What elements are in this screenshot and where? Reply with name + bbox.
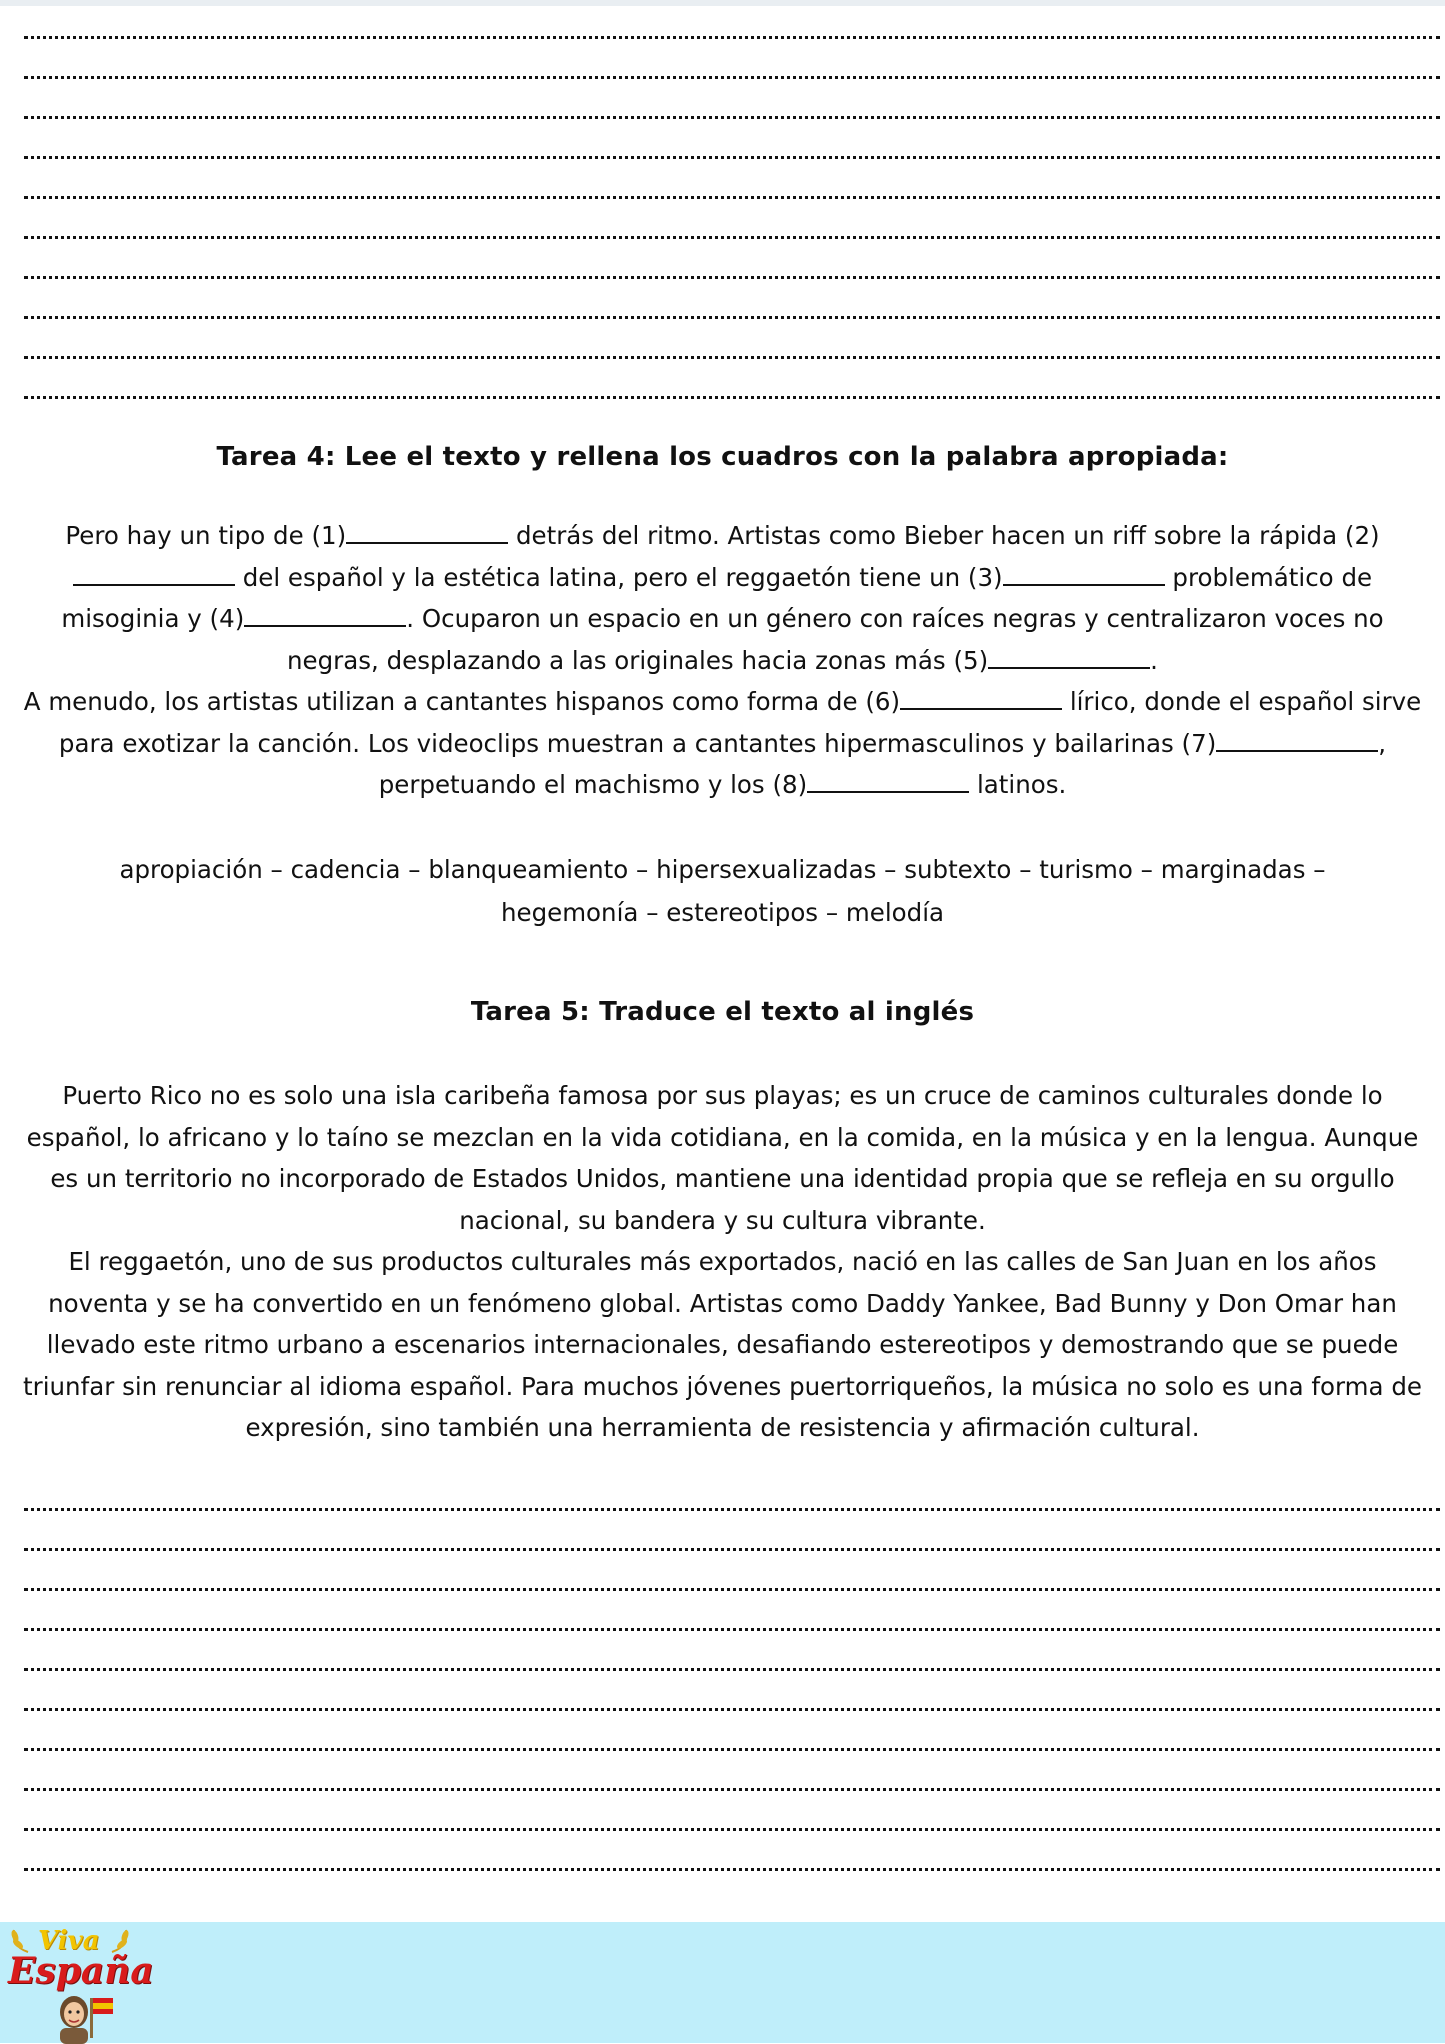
writing-line[interactable] [24, 1788, 1440, 1791]
writing-line[interactable] [24, 316, 1440, 319]
text-segment: A menudo, los artistas utilizan a cantantes hispanos como forma de (6) [23, 687, 901, 716]
writing-line[interactable] [24, 396, 1440, 399]
word-bank [20, 848, 1425, 934]
word-bank-item: hipersexualizadas [656, 855, 877, 884]
word-bank-item: blanqueamiento [428, 855, 629, 884]
blank-1[interactable] [346, 522, 508, 544]
word-bank-separator: – [876, 855, 905, 884]
writing-line[interactable] [24, 156, 1440, 159]
word-bank-separator: – [818, 898, 846, 927]
word-bank-item: apropiación [119, 855, 263, 884]
tarea4-paragraph-1 [20, 515, 1425, 681]
footer-band [0, 1922, 1445, 2043]
top-strip [0, 0, 1445, 6]
text-segment: . Ocuparon un espacio en un género con raíces negras y centralizaron voces no negras, desplazando a las originales hacia zonas más (5) [287, 604, 1384, 675]
blank-5[interactable] [988, 647, 1150, 669]
blank-7[interactable] [1216, 730, 1378, 752]
writing-line[interactable] [24, 1868, 1440, 1871]
word-bank-separator: – [628, 855, 657, 884]
top-writing-lines [24, 36, 1440, 436]
word-bank-separator: – [1305, 855, 1326, 884]
writing-line[interactable] [24, 276, 1440, 279]
word-bank-item: subtexto [904, 855, 1012, 884]
tarea5-paragraph-2: El reggaetón, uno de sus productos culturales más exportados, nació en las calles de San Juan en los años noventa y se ha convertido en un fenómeno global. Artistas como Daddy Yankee, Bad Bunny y Don Omar han llevado este ritmo urbano a escenarios internacionales, desafiando estereotipos y demostrando que se puede triunfar sin renunciar al idioma español. Para muchos jóvenes puertorriqueños, la música no solo es una forma de expresión, sino también una herramienta de resistencia y afirmación cultural. [23, 1247, 1422, 1442]
text-segment: problemático de misoginia y (4) [61, 562, 1373, 633]
word-bank-separator: – [262, 855, 291, 884]
text-segment: lírico, donde el español sirve para exotizar la canción. Los videoclips muestran a cantantes hipermasculinos y bailarinas (7) [58, 687, 1422, 758]
tarea5-paragraph-1: Puerto Rico no es solo una isla caribeña famosa por sus playas; es un cruce de caminos culturales donde lo español, lo africano y lo taíno se mezclan en la vida cotidiana, en la comida, en la música y en la lengua. Aunque es un territorio no incorporado de Estados Unidos, mantiene una identidad propia que se refleja en su orgullo nacional, su bandera y su cultura vibrante. [26, 1081, 1419, 1235]
tarea5-heading: Tarea 5: Traduce el texto al inglés [470, 997, 975, 1027]
word-bank-separator: – [1132, 855, 1161, 884]
blank-6[interactable] [900, 688, 1062, 710]
word-bank-separator: – [638, 898, 667, 927]
word-bank-separator: – [400, 855, 429, 884]
word-bank-item: turismo [1039, 855, 1133, 884]
logo-text-viva: Viva [38, 1926, 100, 1956]
text-segment: latinos. [969, 770, 1067, 799]
writing-line[interactable] [24, 196, 1440, 199]
word-bank-item: estereotipos [666, 898, 819, 927]
blank-4[interactable] [244, 605, 406, 627]
logo-text-espana: España [8, 1950, 154, 1992]
writing-line[interactable] [24, 1748, 1440, 1751]
text-segment: . [1150, 645, 1158, 675]
person-with-flag-icon [46, 1992, 116, 2044]
writing-line[interactable] [24, 1508, 1440, 1511]
writing-line[interactable] [24, 1588, 1440, 1591]
text-segment: detrás del ritmo. Artistas como Bieber hacen un riff sobre la rápida (2) [508, 521, 1380, 550]
word-bank-separator: – [1011, 855, 1040, 884]
writing-line[interactable] [24, 356, 1440, 359]
writing-line[interactable] [24, 1708, 1440, 1711]
tarea4-text [20, 515, 1425, 806]
text-segment: del español y la estética latina, pero el reggaetón tiene un (3) [234, 562, 1003, 592]
writing-line[interactable] [24, 1548, 1440, 1551]
word-bank-item: cadencia [290, 855, 401, 884]
writing-line[interactable] [24, 236, 1440, 239]
word-bank-item: hegemonía [500, 898, 639, 927]
tarea5-text [20, 1075, 1425, 1449]
writing-line[interactable] [24, 36, 1440, 39]
text-segment: Pero hay un tipo de (1) [65, 521, 347, 550]
word-bank-item: melodía [845, 898, 945, 927]
writing-line[interactable] [24, 76, 1440, 79]
text-segment: , perpetuando el machismo y los (8) [378, 728, 1387, 799]
tarea4-paragraph-2 [20, 681, 1425, 806]
writing-line[interactable] [24, 1668, 1440, 1671]
bottom-writing-lines [24, 1508, 1440, 1908]
writing-line[interactable] [24, 116, 1440, 119]
blank-3[interactable] [1003, 564, 1165, 586]
tarea4-heading: Tarea 4: Lee el texto y rellena los cuadros con la palabra apropiada: [216, 442, 1229, 472]
viva-espana-logo [6, 1926, 154, 2042]
word-bank-item: marginadas [1160, 855, 1306, 884]
blank-2[interactable] [73, 564, 235, 586]
writing-line[interactable] [24, 1628, 1440, 1631]
blank-8[interactable] [807, 771, 969, 793]
writing-line[interactable] [24, 1828, 1440, 1831]
